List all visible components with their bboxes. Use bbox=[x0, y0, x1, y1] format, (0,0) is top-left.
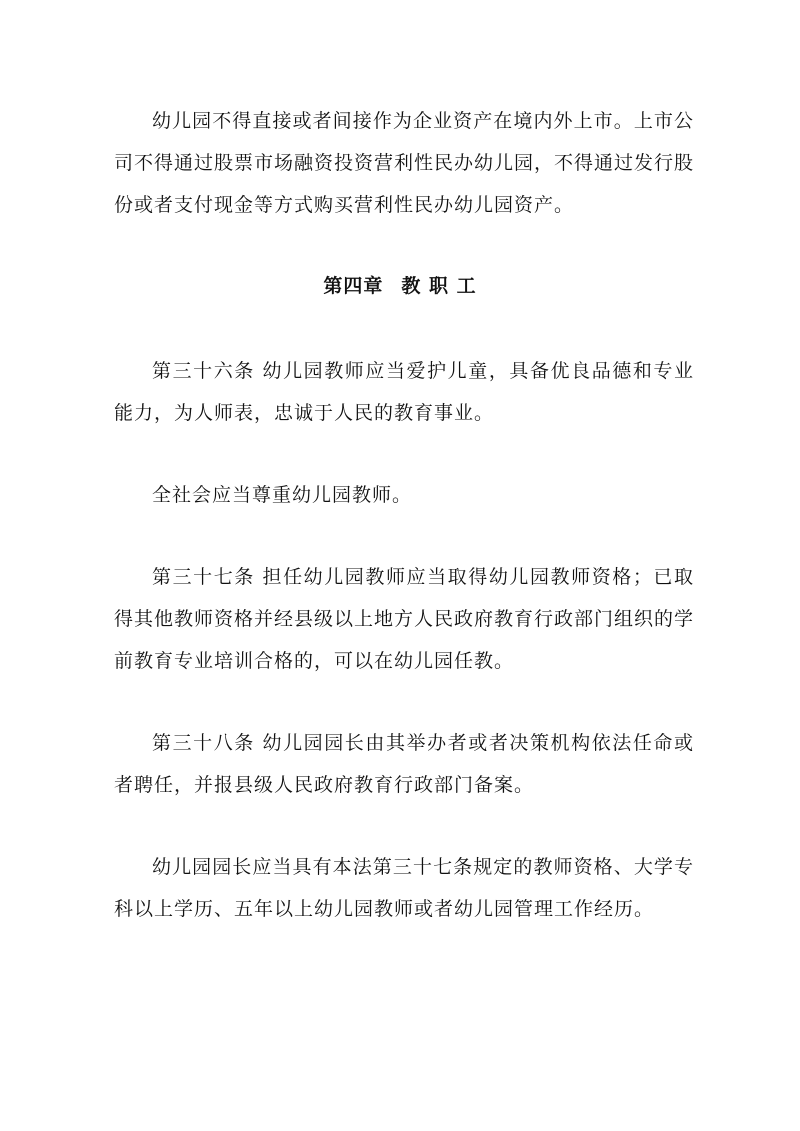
chapter-number: 第四章 bbox=[323, 275, 384, 297]
paragraph-respect-teachers: 全社会应当尊重幼儿园教师。 bbox=[152, 484, 413, 506]
chapter-name: 教 职 工 bbox=[401, 275, 477, 297]
paragraph-article-38: 第三十八条 幼儿园园长由其举办者或者决策机构依法任命或者聘任，并报县级人民政府教育行政部门备案。 bbox=[114, 732, 694, 796]
paragraph-listing-restriction: 幼儿园不得直接或者间接作为企业资产在境内外上市。上市公司不得通过股票市场融资投资营利性民办幼儿园，不得通过发行股份或者支付现金等方式购买营利性民办幼儿园资产。 bbox=[114, 110, 695, 216]
paragraph-article-36: 第三十六条 幼儿园教师应当爱护儿童，具备优良品德和专业能力，为人师表，忠诚于人民的教育事业。 bbox=[114, 360, 694, 424]
chapter-heading bbox=[0, 270, 800, 302]
paragraph-article-37: 第三十七条 担任幼儿园教师应当取得幼儿园教师资格；已取得其他教师资格并经县级以上地方人民政府教育行政部门组织的学前教育专业培训合格的，可以在幼儿园任教。 bbox=[114, 566, 695, 672]
paragraph-principal-qualifications: 幼儿园园长应当具有本法第三十七条规定的教师资格、大学专科以上学历、五年以上幼儿园教师或者幼儿园管理工作经历。 bbox=[114, 856, 694, 920]
